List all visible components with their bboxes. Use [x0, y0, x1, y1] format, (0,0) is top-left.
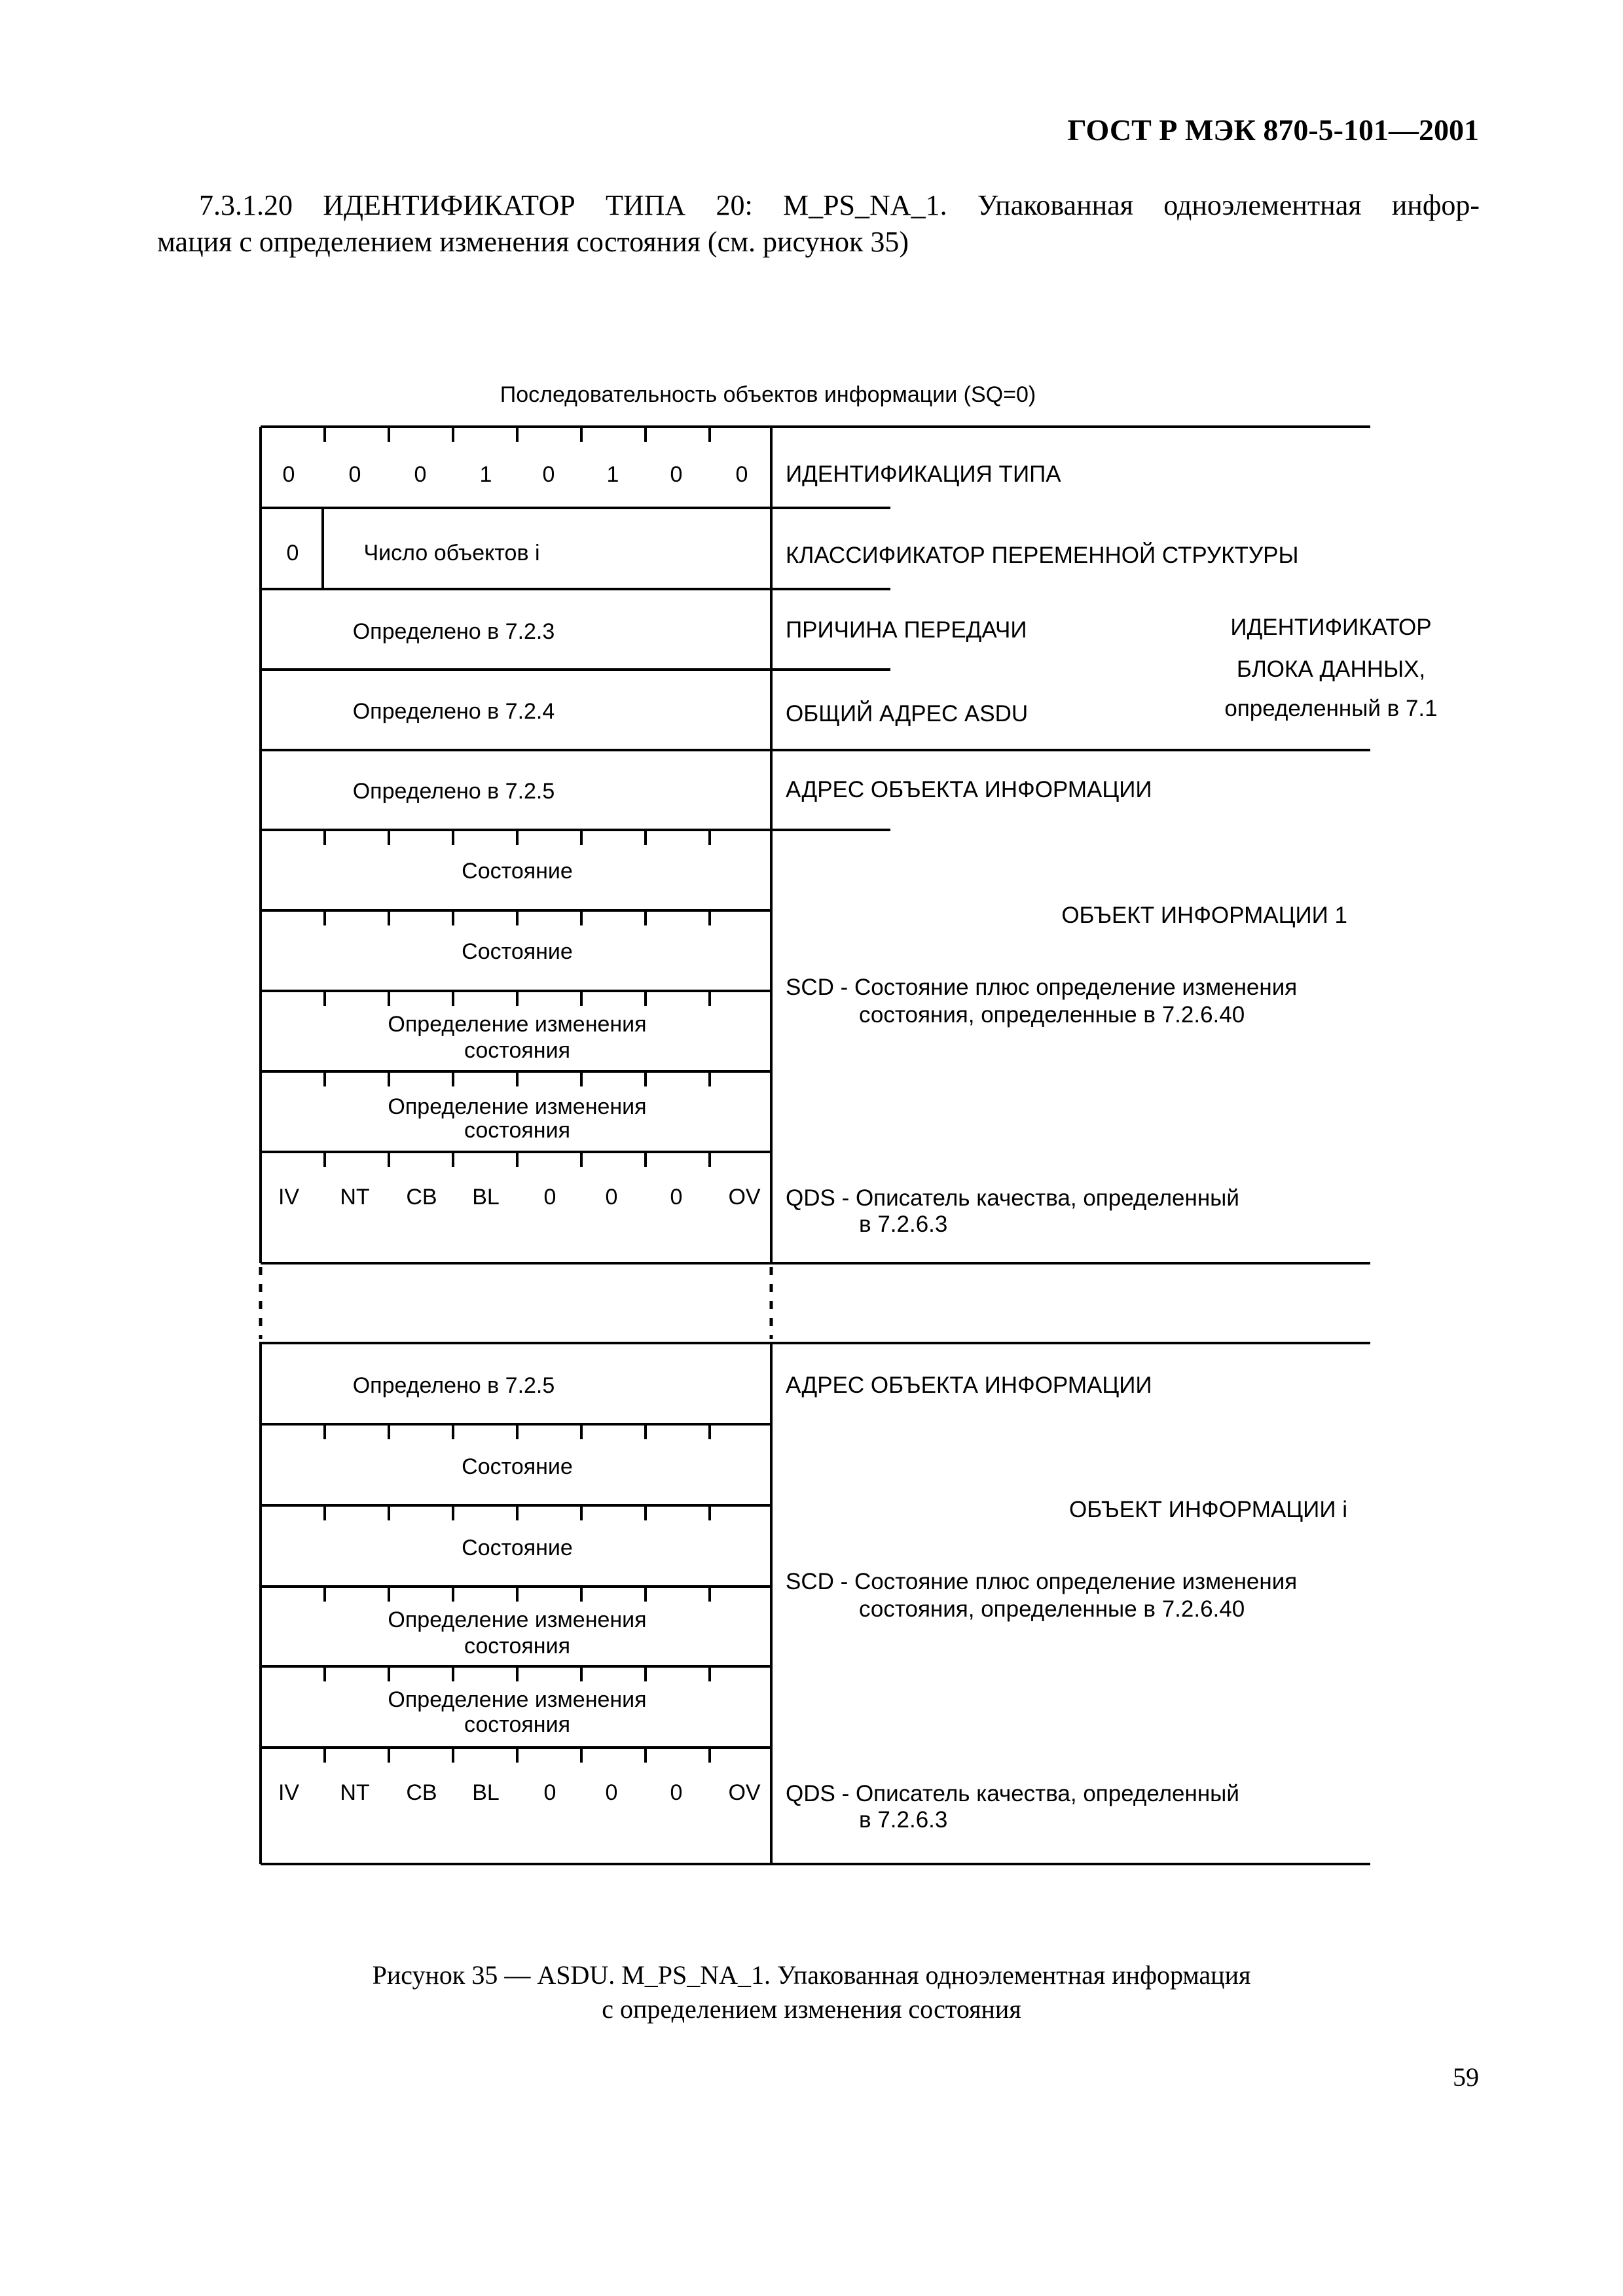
duid-line-1: ИДЕНТИФИКАТОР [1230, 615, 1432, 640]
scd-line-2: состояния, определенные в 7.2.6.40 [859, 1596, 1245, 1622]
vsq-sq-bit: 0 [286, 541, 299, 565]
qds-bit-2: 0 [670, 1185, 683, 1210]
qds-bit-cb: CB [406, 1780, 437, 1805]
asdu-address-label: ОБЩИЙ АДРЕС ASDU [786, 701, 1029, 726]
figure-caption [0, 1958, 1623, 2026]
type-bit-5: 1 [479, 462, 492, 487]
cot-definition: Определено в 7.2.3 [352, 619, 555, 644]
qds-bits [278, 1780, 761, 1805]
continuation-marks [261, 1267, 771, 1339]
type-bit-2: 0 [670, 462, 683, 487]
intro-line-1: 7.3.1.20 ИДЕНТИФИКАТОР ТИПА 20: M_PS_NA_1. Упакованная одноэлементная инфор- [199, 189, 1480, 221]
qds-bit-ov: OV [728, 1185, 761, 1210]
ioa-definition: Определено в 7.2.5 [352, 1373, 555, 1398]
qds-bit-nt: NT [340, 1780, 370, 1805]
data-unit-identifier [1224, 615, 1437, 721]
qds-bit-cb: CB [406, 1185, 437, 1210]
intro-line-2: мация с определением изменения состояния (см. рисунок 35) [157, 226, 909, 258]
type-bit-1: 0 [735, 462, 748, 487]
duid-line-3: определенный в 7.1 [1224, 696, 1438, 721]
qds-bit-4: 0 [543, 1185, 556, 1210]
type-id-label: ИДЕНТИФИКАЦИЯ ТИПА [786, 461, 1061, 487]
qds-line-1: QDS - Описатель качества, определенный [786, 1185, 1239, 1211]
duid-line-2: БЛОКА ДАННЫХ, [1236, 656, 1426, 682]
change-octet-2-line-2: состояния [464, 1712, 570, 1737]
status-octet-2: Состояние [462, 939, 573, 964]
type-bit-3: 1 [606, 462, 619, 487]
qds-line-1: QDS - Описатель качества, определенный [786, 1781, 1239, 1806]
qds-line-2: в 7.2.6.3 [859, 1211, 948, 1237]
ioa-definition: Определено в 7.2.5 [352, 779, 555, 804]
ioa-label: АДРЕС ОБЪЕКТА ИНФОРМАЦИИ [786, 1372, 1152, 1398]
asdu-address-definition: Определено в 7.2.4 [352, 699, 555, 724]
change-octet-1-line-1: Определение изменения [388, 1607, 647, 1632]
status-octet-1: Состояние [462, 1454, 573, 1479]
object-label: ОБЪЕКТ ИНФОРМАЦИИ 1 [1061, 903, 1347, 928]
status-octet-2: Состояние [462, 1535, 573, 1560]
page-number: 59 [1453, 2062, 1479, 2092]
change-octet-2-line-1: Определение изменения [388, 1687, 647, 1712]
figure-title: Последовательность объектов информации (SQ=0) [500, 382, 1036, 407]
qds-bit-bl: BL [472, 1780, 500, 1805]
qds-line-2: в 7.2.6.3 [859, 1807, 948, 1833]
qds-bit-4: 0 [543, 1780, 556, 1805]
qds-bit-2: 0 [670, 1780, 683, 1805]
qds-bit-bl: BL [472, 1185, 500, 1210]
qds-bit-iv: IV [278, 1185, 300, 1210]
change-octet-2-line-1: Определение изменения [388, 1094, 647, 1119]
document-header: ГОСТ Р МЭК 870-5-101—2001 [1067, 113, 1479, 147]
change-octet-1-line-2: состояния [464, 1634, 570, 1659]
cot-label: ПРИЧИНА ПЕРЕДАЧИ [786, 617, 1027, 643]
vsq-label: КЛАССИФИКАТОР ПЕРЕМЕННОЙ СТРУКТУРЫ [786, 543, 1299, 568]
change-octet-1-line-2: состояния [464, 1038, 570, 1063]
type-bit-4: 0 [542, 462, 555, 487]
qds-bit-3: 0 [605, 1185, 618, 1210]
scd-line-1: SCD - Состояние плюс определение изменения [786, 1569, 1298, 1594]
type-bit-6: 0 [414, 462, 427, 487]
caption-line-1: Рисунок 35 — ASDU. M_PS_NA_1. Упакованная одноэлементная информация [372, 1960, 1251, 1990]
change-octet-2-line-2: состояния [464, 1118, 570, 1143]
type-bit-7: 0 [348, 462, 361, 487]
qds-bit-ov: OV [728, 1780, 761, 1805]
information-object-i [278, 1372, 1347, 1833]
change-octet-1-line-1: Определение изменения [388, 1012, 647, 1037]
type-bit-8: 0 [282, 462, 295, 487]
ioa-label: АДРЕС ОБЪЕКТА ИНФОРМАЦИИ [786, 777, 1152, 802]
qds-bit-3: 0 [605, 1780, 618, 1805]
scd-line-2: состояния, определенные в 7.2.6.40 [859, 1002, 1245, 1028]
caption-line-2: с определением изменения состояния [602, 1994, 1021, 2024]
vsq-count: Число объектов i [363, 541, 540, 565]
qds-bits [278, 1185, 761, 1210]
type-id-bits [283, 462, 748, 487]
status-octet-1: Состояние [462, 859, 573, 884]
qds-bit-nt: NT [340, 1185, 370, 1210]
scd-line-1: SCD - Состояние плюс определение изменения [786, 975, 1298, 1000]
object-label: ОБЪЕКТ ИНФОРМАЦИИ i [1069, 1497, 1347, 1522]
qds-bit-iv: IV [278, 1780, 300, 1805]
information-object-1 [278, 777, 1347, 1237]
